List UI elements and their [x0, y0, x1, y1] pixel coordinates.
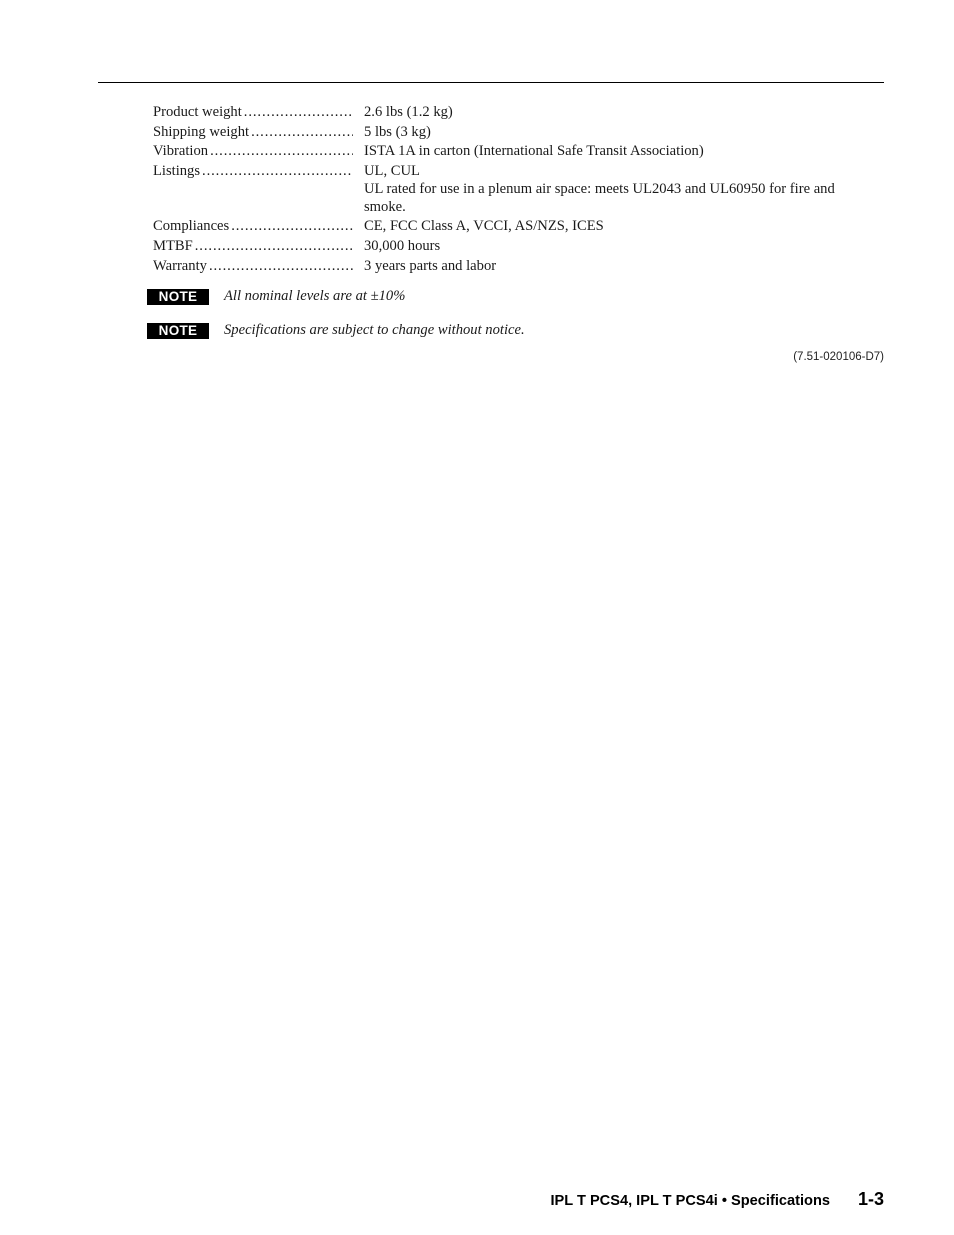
spec-row	[153, 103, 873, 121]
page-footer	[550, 1189, 884, 1210]
dot-leader	[202, 162, 353, 180]
spec-table	[153, 103, 873, 276]
page-number: 1-3	[857, 1189, 884, 1209]
spec-label: Vibration	[153, 143, 209, 160]
note-text: Specifications are subject to change without notice.	[224, 322, 525, 338]
spec-value: smoke.	[364, 198, 406, 215]
spec-label: Shipping weight	[153, 123, 250, 140]
header-rule	[98, 82, 884, 83]
spec-value: 2.6 lbs (1.2 kg)	[364, 104, 453, 120]
spec-value: ISTA 1A in carton (International Safe Transit Association)	[364, 143, 704, 160]
spec-row	[153, 257, 873, 275]
spec-label: MTBF	[153, 237, 193, 254]
dot-leader	[244, 103, 353, 121]
spec-row	[153, 162, 873, 216]
spec-value: 30,000 hours	[364, 237, 441, 254]
spec-row	[153, 123, 873, 141]
spec-label: Listings	[153, 162, 201, 179]
dot-leader	[231, 217, 353, 235]
note-badge: NOTE	[147, 289, 209, 305]
spec-label: Warranty	[153, 257, 207, 274]
note-badge: NOTE	[147, 323, 209, 339]
spec-row	[153, 217, 873, 235]
spec-value: 5 lbs (3 kg)	[364, 123, 431, 140]
spec-value: 3 years parts and labor	[364, 257, 497, 274]
dot-leader	[210, 142, 353, 160]
spec-row	[153, 142, 873, 160]
spec-value: UL, CUL	[364, 162, 420, 179]
dot-leader	[195, 237, 353, 255]
note-levels	[147, 288, 405, 305]
spec-row	[153, 237, 873, 255]
spec-value: UL rated for use in a plenum air space: meets UL2043 and UL60950 for fire and	[364, 180, 835, 197]
spec-value: CE, FCC Class A, VCCI, AS/NZS, ICES	[364, 218, 604, 235]
footer-title: IPL T PCS4, IPL T PCS4i • Specifications	[550, 1193, 830, 1209]
note-specs-change	[147, 322, 525, 339]
dot-leader	[209, 257, 353, 275]
dot-leader	[251, 123, 353, 141]
document-code: (7.51-020106-D7)	[793, 351, 884, 363]
spec-label: Product weight	[153, 104, 242, 120]
spec-label: Compliances	[153, 218, 230, 235]
note-text: All nominal levels are at ±10%	[224, 288, 406, 304]
